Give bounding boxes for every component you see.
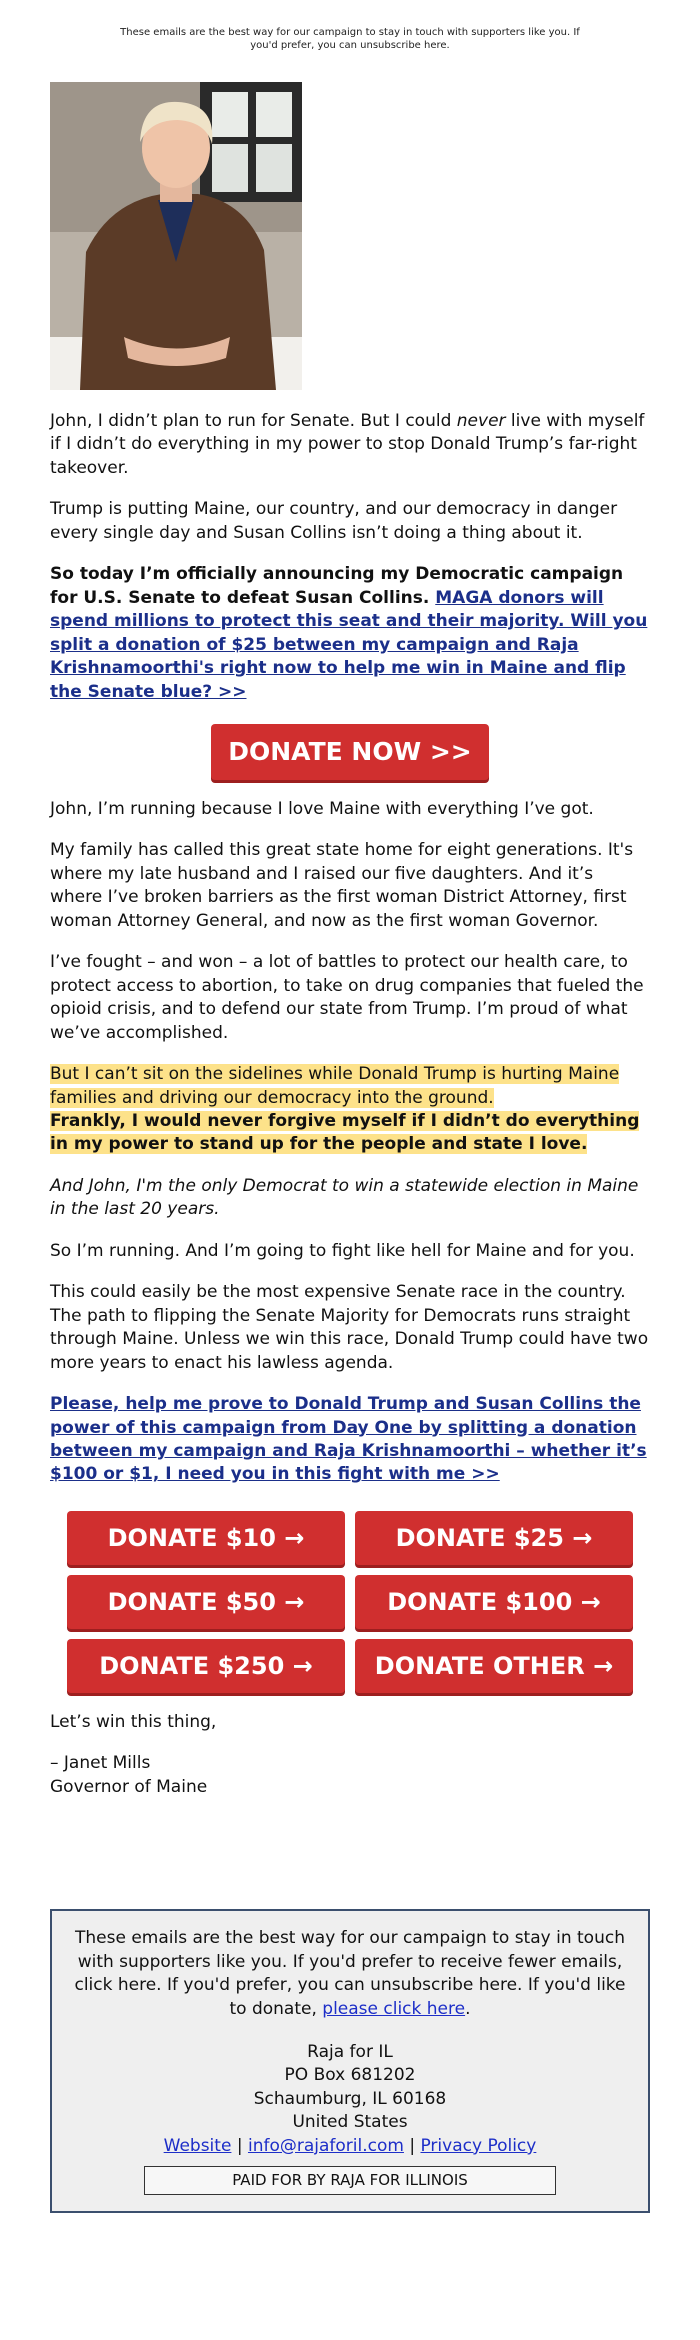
paragraph-highlight	[50, 1063, 650, 1157]
closing-line: Let’s win this thing,	[50, 1711, 217, 1732]
preheader-text: These emails are the best way for our campaign to stay in touch with supporters like you. If you'd prefer, you can unsubscribe here.	[120, 27, 580, 51]
footer-po-box: PO Box 681202	[284, 2065, 416, 2086]
paragraph-battles: I’ve fought – and won – a lot of battles to protect our health care, to protect access to abortion, to take on drug companies that fueled the opioid crisis, and to defend our state from Trump. I’m proud of what we’ve accomplished.	[50, 952, 644, 1043]
signature-block	[0, 1711, 700, 1799]
footer-disclaimer	[66, 1927, 634, 2021]
donate-split-link[interactable]: MAGA donors will spend millions to protect this seat and their majority. Will you split a donation of $25 between my campaign and Raja Krishnamoorthi's right now to help me win in Maine and flip the Senate blue? >>	[50, 587, 648, 702]
intro-emphasis: never	[456, 411, 506, 431]
paragraph-intro	[50, 410, 650, 480]
donate-250-button[interactable]: DONATE $250 →	[67, 1639, 345, 1693]
signature-name: – Janet Mills	[50, 1753, 151, 1774]
donate-25-button[interactable]: DONATE $25 →	[355, 1511, 633, 1565]
paragraph-expensive-race: This could easily be the most expensive Senate race in the country. The path to flipping the Senate Majority for Democrats runs straight through Maine. Unless we win this race, Donald Trump could have two more years to enact his lawless agenda.	[50, 1282, 649, 1373]
intro-text-end: live with myself if I didn’t do everything in my power to stop Donald Trump’s far-right takeover.	[50, 411, 645, 478]
paragraph-running: So I’m running. And I’m going to fight like hell for Maine and for you.	[50, 1240, 635, 1261]
donate-now-button[interactable]: DONATE NOW >>	[211, 724, 489, 780]
bottom-spacer	[0, 2213, 700, 2223]
footer-privacy-link[interactable]: Privacy Policy	[420, 2135, 537, 2156]
highlight-bold-text: Frankly, I would never forgive myself if I didn’t do everything in my power to stand up for the people and state I love.	[50, 1110, 640, 1155]
paragraph-only-democrat: And John, I'm the only Democrat to win a statewide election in Maine in the last 20 years.	[50, 1175, 639, 1220]
signature-title: Governor of Maine	[50, 1776, 208, 1797]
footer-website-link[interactable]: Website	[163, 2135, 232, 2156]
footer-country: United States	[292, 2112, 408, 2133]
footer	[50, 1909, 650, 2213]
paragraph-call-to-action	[50, 1393, 650, 1487]
hero-photo	[50, 82, 302, 390]
donate-50-button[interactable]: DONATE $50 →	[67, 1575, 345, 1629]
footer-city: Schaumburg, IL 60168	[253, 2088, 447, 2109]
paragraph-love-maine: John, I’m running because I love Maine with everything I’ve got.	[50, 798, 594, 819]
donate-other-button[interactable]: DONATE OTHER →	[355, 1639, 633, 1693]
footer-separator: |	[403, 2135, 421, 2156]
donate-100-button[interactable]: DONATE $100 →	[355, 1575, 633, 1629]
footer-text-end: .	[465, 1998, 471, 2019]
footer-separator: |	[231, 2135, 248, 2156]
footer-text: These emails are the best way for our campaign to stay in touch with supporters like you. If you'd prefer to receive fewer emails, click here. If you'd prefer, you can unsubscribe here. If you'd like to donate,	[74, 1928, 626, 2019]
paragraph-trump-danger: Trump is putting Maine, our country, and our democracy in danger every single day and Susan Collins isn’t doing a thing about it.	[50, 499, 618, 543]
paragraph-announcement	[50, 563, 650, 704]
footer-address	[66, 2041, 634, 2135]
email-body	[0, 410, 700, 1487]
paid-for-disclaimer: PAID FOR BY RAJA FOR ILLINOIS	[144, 2166, 556, 2195]
highlight-text: But I can’t sit on the sidelines while Donald Trump is hurting Maine families and driving our democracy into the ground.	[50, 1064, 620, 1108]
donate-split-link-2[interactable]: Please, help me prove to Donald Trump and Susan Collins the power of this campaign from Day One by splitting a donation between my campaign and Raja Krishnamoorthi – whether it’s $100 or $1, I need you in this fight with me >>	[50, 1394, 647, 1485]
footer-donate-link[interactable]: please click here	[322, 1998, 466, 2019]
announcement-text: So today I’m officially announcing my Democratic campaign for U.S. Senate to defeat Susan Collins.	[50, 564, 624, 608]
donate-button-grid	[67, 1511, 633, 1693]
footer-org: Raja for IL	[307, 2042, 393, 2063]
paragraph-family: My family has called this great state home for eight generations. It's where my late husband and I raised our five daughters. And it’s where I’ve broken barriers as the first woman District Attorney, first woman Attorney General, and now as the first woman Governor.	[50, 840, 634, 931]
signature-name-block	[50, 1752, 650, 1799]
footer-links	[66, 2135, 634, 2158]
footer-email-link[interactable]: info@rajaforil.com	[247, 2135, 404, 2156]
intro-text-start: John, I didn’t plan to run for Senate. But I could	[50, 411, 457, 431]
donate-10-button[interactable]: DONATE $10 →	[67, 1511, 345, 1565]
